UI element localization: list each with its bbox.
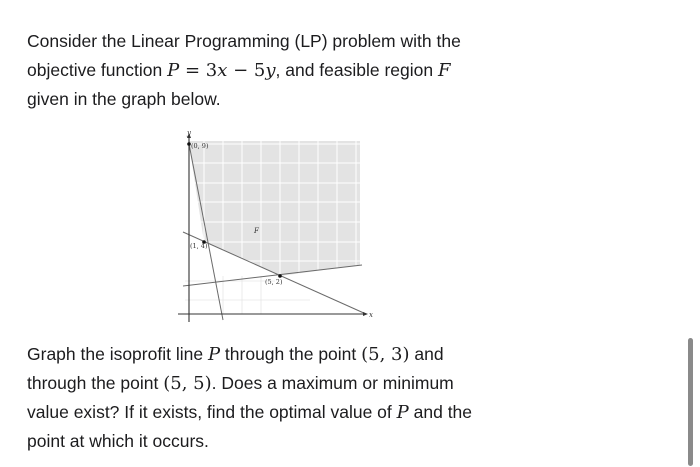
feasible-region-graph <box>170 126 380 326</box>
question-text-2: through the point <box>220 344 362 364</box>
feasible-region <box>189 141 360 276</box>
objective-x: x <box>217 60 228 81</box>
objective-y: y <box>265 60 276 81</box>
question-text-5: . Does a maximum or minimum <box>211 373 454 393</box>
question-text-6: value exist? If it exists, find the optimal value of <box>27 402 397 422</box>
objective-minus: − 5 <box>227 60 266 81</box>
question-text-1: Graph the isoprofit line <box>27 344 208 364</box>
point-two: (5, 5) <box>163 373 212 394</box>
scrollbar[interactable] <box>688 338 693 466</box>
intro-line-1: Consider the Linear Programming (LP) problem with the <box>27 31 461 51</box>
question-paragraph <box>27 340 527 456</box>
question-text-3: and <box>409 344 444 364</box>
vertex-a-label: (0, 9) <box>191 142 209 150</box>
intro-text: objective function <box>27 60 168 80</box>
objective-variable: P <box>167 60 180 81</box>
point-one: (5, 3) <box>361 344 410 365</box>
vertex-b-label: (1, 4) <box>190 242 208 250</box>
vertex-c-label: (5, 2) <box>265 278 283 286</box>
region-symbol: F <box>438 60 451 81</box>
y-axis-label: y <box>187 129 191 137</box>
region-label: F <box>254 227 259 235</box>
question-text-4: through the point <box>27 373 164 393</box>
intro-line-3: given in the graph below. <box>27 89 221 109</box>
x-axis-label: x <box>369 311 373 319</box>
objective-function <box>167 60 275 81</box>
intro-text-2: , and feasible region <box>275 60 438 80</box>
objective-eq: = 3 <box>179 60 218 81</box>
question-text-7: and the <box>408 402 473 422</box>
intro-paragraph <box>27 27 547 114</box>
question-text-8: point at which it occurs. <box>27 431 209 451</box>
optimal-variable: P <box>396 402 409 423</box>
isoprofit-variable: P <box>207 344 221 365</box>
